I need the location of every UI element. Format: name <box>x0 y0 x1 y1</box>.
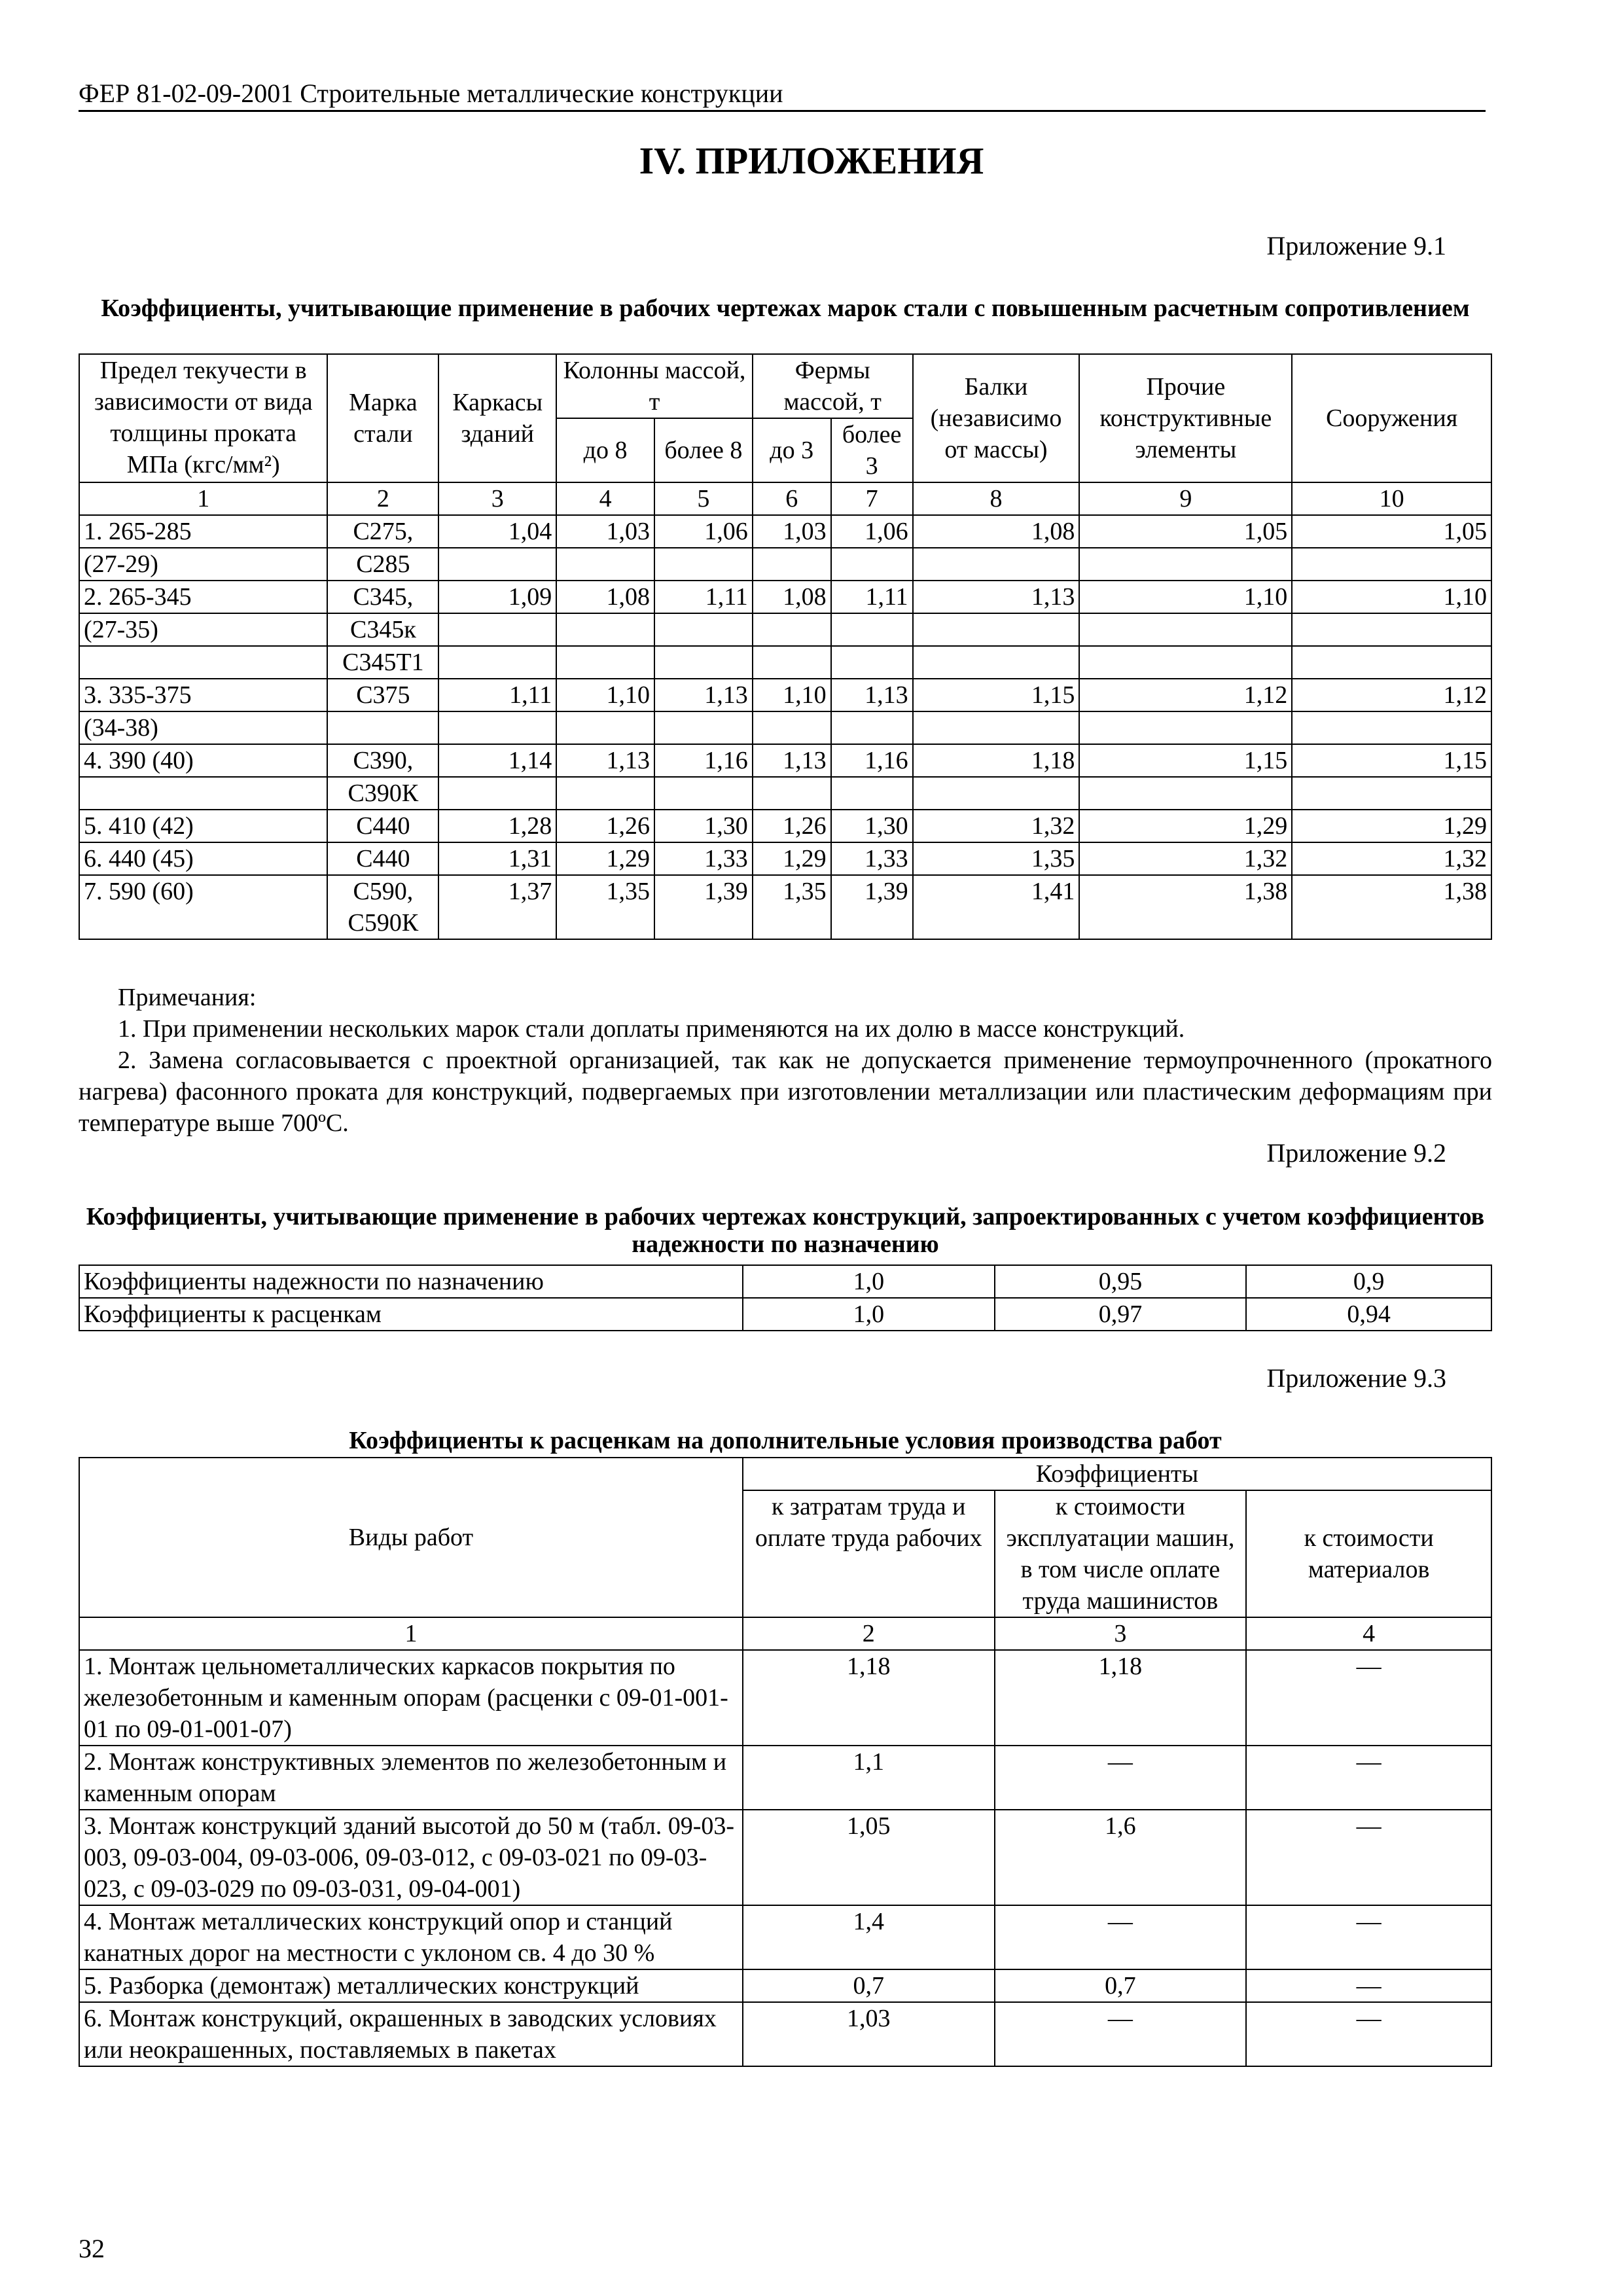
value-cell: 1,32 <box>1079 842 1292 875</box>
yield-cell: 5. 410 (42) <box>79 810 327 842</box>
notes-block <box>79 982 1492 1139</box>
value-cell <box>438 613 556 646</box>
value-cell: — <box>995 2002 1247 2066</box>
value-cell <box>753 548 831 581</box>
colnum: 10 <box>1292 482 1491 515</box>
value-cell <box>913 548 1080 581</box>
value-cell: 1,18 <box>743 1650 995 1746</box>
note-2: 2. Замена согласовывается с проектной организацией, так как не допускается применение термоупрочненного (прокатного нагрева) фасонного проката для конструкций, подвергаемых при изготовлении металлизации или пластическим деформациям при температуре выше 700ºС. <box>79 1047 1492 1137</box>
table-row <box>79 1298 1491 1331</box>
table-row <box>79 842 1491 875</box>
head-structures: Сооружения <box>1292 354 1491 482</box>
value-cell <box>438 777 556 810</box>
value-cell: 1,26 <box>753 810 831 842</box>
value-cell: 1,06 <box>654 515 753 548</box>
value-cell: 1,16 <box>831 744 913 777</box>
work-kind-cell: 3. Монтаж конструкций зданий высотой до 50 м (табл. 09-03-003, 09-03-004, 09-03-006, 09-03-012, с 09-03-021 по 09-03-023, с 09-03-029 по 09-03-031, 09-04-001) <box>79 1810 743 1905</box>
value-cell <box>753 711 831 744</box>
value-cell: 1,12 <box>1292 679 1491 711</box>
value-cell <box>1292 613 1491 646</box>
section-title: IV. ПРИЛОЖЕНИЯ <box>639 139 984 182</box>
value-cell: 0,9 <box>1246 1265 1491 1298</box>
value-cell: 1,29 <box>556 842 654 875</box>
yield-cell <box>79 777 327 810</box>
value-cell: 1,39 <box>654 875 753 939</box>
table-row <box>79 515 1491 548</box>
value-cell: 1,08 <box>913 515 1080 548</box>
work-kind-cell: 6. Монтаж конструкций, окрашенных в заводских условиях или неокрашенных, поставляемых в пакетах <box>79 2002 743 2066</box>
value-cell <box>1292 777 1491 810</box>
value-cell: 1,04 <box>438 515 556 548</box>
value-cell: — <box>995 1905 1247 1969</box>
value-cell <box>913 777 1080 810</box>
colnum: 9 <box>1079 482 1292 515</box>
grade-cell: С375 <box>327 679 438 711</box>
value-cell <box>654 711 753 744</box>
value-cell <box>913 646 1080 679</box>
table-row <box>79 548 1491 581</box>
table-row <box>79 1810 1491 1905</box>
colnum: 2 <box>327 482 438 515</box>
work-kind-cell: 4. Монтаж металлических конструкций опор и станций канатных дорог на местности с уклоном св. 4 до 30 % <box>79 1905 743 1969</box>
value-cell: 1,28 <box>438 810 556 842</box>
colnum: 1 <box>79 1617 743 1650</box>
grade-cell: С390К <box>327 777 438 810</box>
value-cell: 1,10 <box>753 679 831 711</box>
value-cell: 1,30 <box>654 810 753 842</box>
grade-cell: С345, <box>327 581 438 613</box>
value-cell: 0,97 <box>995 1298 1247 1331</box>
yield-cell: 3. 335-375 <box>79 679 327 711</box>
head-kinds: Виды работ <box>79 1458 743 1617</box>
colnum: 7 <box>831 482 913 515</box>
value-cell <box>556 646 654 679</box>
value-cell: 1,18 <box>995 1650 1247 1746</box>
additional-conditions-table <box>79 1457 1492 2067</box>
table-row <box>79 711 1491 744</box>
value-cell: 1,03 <box>753 515 831 548</box>
value-cell: 1,09 <box>438 581 556 613</box>
table-row <box>79 613 1491 646</box>
page-number: 32 <box>79 2234 105 2263</box>
column-number-row <box>79 1617 1491 1650</box>
appendix-9-1-label: Приложение 9.1 <box>1266 231 1446 260</box>
yield-cell: 1. 265-285 <box>79 515 327 548</box>
grade-cell: С390, <box>327 744 438 777</box>
head-yield: Предел текучести в зависимости от вида толщины проката МПа (кгс/мм²) <box>79 354 327 482</box>
value-cell <box>654 777 753 810</box>
yield-cell <box>79 646 327 679</box>
work-kind-cell: 1. Монтаж цельнометаллических каркасов покрытия по железобетонным и каменным опорам (расценки с 09-01-001-01 по 09-01-001-07) <box>79 1650 743 1746</box>
value-cell <box>831 646 913 679</box>
value-cell: 1,08 <box>753 581 831 613</box>
yield-cell: 7. 590 (60) <box>79 875 327 939</box>
value-cell: — <box>1246 1746 1491 1810</box>
value-cell <box>1292 548 1491 581</box>
colnum: 2 <box>743 1617 995 1650</box>
value-cell: 1,38 <box>1079 875 1292 939</box>
table-row <box>79 744 1491 777</box>
appendix-9-2-caption: Коэффициенты, учитывающие применение в рабочих чертежах конструкций, запроектированных с учетом коэффициентов надежности по назначению <box>86 1203 1485 1258</box>
value-cell: 1,31 <box>438 842 556 875</box>
head-machines: к стоимости эксплуатации машин, в том числе оплате труда машинистов <box>995 1490 1247 1617</box>
grade-cell: С440 <box>327 810 438 842</box>
value-cell: 1,13 <box>654 679 753 711</box>
value-cell: 1,06 <box>831 515 913 548</box>
grade-cell: С275, <box>327 515 438 548</box>
appendix-9-1-caption: Коэффициенты, учитывающие применение в рабочих чертежах марок стали с повышенным расчетным сопротивлением <box>101 295 1470 322</box>
value-cell: 1,18 <box>913 744 1080 777</box>
grade-cell <box>327 875 438 939</box>
value-cell <box>556 777 654 810</box>
value-cell: 1,38 <box>1292 875 1491 939</box>
notes-title: Примечания: <box>118 984 257 1011</box>
value-cell: 1,15 <box>1292 744 1491 777</box>
value-cell: 1,13 <box>556 744 654 777</box>
grade-cell: С285 <box>327 548 438 581</box>
value-cell: 1,15 <box>913 679 1080 711</box>
work-kind-cell: 2. Монтаж конструктивных элементов по железобетонным и каменным опорам <box>79 1746 743 1810</box>
yield-cell: 2. 265-345 <box>79 581 327 613</box>
table-row <box>79 1969 1491 2002</box>
value-cell: 1,03 <box>556 515 654 548</box>
value-cell: 1,12 <box>1079 679 1292 711</box>
value-cell: 1,13 <box>753 744 831 777</box>
table-row <box>79 581 1491 613</box>
steel-grade-coefficients-table <box>79 353 1492 940</box>
value-cell: 1,32 <box>1292 842 1491 875</box>
value-cell <box>753 646 831 679</box>
value-cell: 0,7 <box>995 1969 1247 2002</box>
value-cell <box>1292 711 1491 744</box>
value-cell: 1,4 <box>743 1905 995 1969</box>
value-cell: 1,35 <box>556 875 654 939</box>
work-kind-cell: 5. Разборка (демонтаж) металлических конструкций <box>79 1969 743 2002</box>
value-cell: — <box>1246 2002 1491 2066</box>
table-row <box>79 1746 1491 1810</box>
head-trusses: Фермы массой, т <box>753 354 913 418</box>
value-cell: 1,39 <box>831 875 913 939</box>
grade-line: С590К <box>348 909 419 937</box>
value-cell: 1,37 <box>438 875 556 939</box>
colnum: 6 <box>753 482 831 515</box>
value-cell: 1,05 <box>1079 515 1292 548</box>
value-cell: 0,7 <box>743 1969 995 2002</box>
colnum: 4 <box>1246 1617 1491 1650</box>
value-cell <box>654 548 753 581</box>
value-cell: 1,05 <box>743 1810 995 1905</box>
table-row <box>79 1265 1491 1298</box>
value-cell: 1,11 <box>654 581 753 613</box>
value-cell <box>438 646 556 679</box>
appendix-9-2-label: Приложение 9.2 <box>1266 1138 1446 1168</box>
yield-cell: 4. 390 (40) <box>79 744 327 777</box>
value-cell: 1,30 <box>831 810 913 842</box>
head-coeffs: Коэффициенты <box>743 1458 1491 1490</box>
grade-cell <box>327 711 438 744</box>
value-cell: 1,26 <box>556 810 654 842</box>
value-cell <box>831 711 913 744</box>
table-row <box>79 810 1491 842</box>
colnum: 3 <box>995 1617 1247 1650</box>
value-cell: 1,13 <box>913 581 1080 613</box>
yield-cell: 6. 440 (45) <box>79 842 327 875</box>
value-cell: 1,0 <box>743 1298 995 1331</box>
colnum: 3 <box>438 482 556 515</box>
value-cell <box>1079 613 1292 646</box>
value-cell: 1,1 <box>743 1746 995 1810</box>
value-cell: 1,29 <box>753 842 831 875</box>
table-row <box>79 679 1491 711</box>
value-cell <box>654 613 753 646</box>
yield-cell: (34-38) <box>79 711 327 744</box>
column-number-row <box>79 482 1491 515</box>
table-row <box>79 1905 1491 1969</box>
value-cell <box>556 613 654 646</box>
value-cell: 1,33 <box>831 842 913 875</box>
colnum: 4 <box>556 482 654 515</box>
value-cell: 1,33 <box>654 842 753 875</box>
appendix-9-3-label: Приложение 9.3 <box>1266 1363 1446 1393</box>
value-cell: — <box>1246 1650 1491 1746</box>
value-cell <box>438 548 556 581</box>
head-col-a: до 8 <box>556 418 654 482</box>
value-cell: 1,0 <box>743 1265 995 1298</box>
value-cell: 1,14 <box>438 744 556 777</box>
head-tr-a: до 3 <box>753 418 831 482</box>
table-row <box>79 777 1491 810</box>
value-cell <box>556 711 654 744</box>
colnum: 8 <box>913 482 1080 515</box>
yield-cell: (27-35) <box>79 613 327 646</box>
value-cell: — <box>1246 1969 1491 2002</box>
value-cell <box>753 777 831 810</box>
value-cell: 1,41 <box>913 875 1080 939</box>
coefficient-name-cell: Коэффициенты к расценкам <box>79 1298 743 1331</box>
value-cell: 1,13 <box>831 679 913 711</box>
reliability-coefficients-table <box>79 1265 1492 1331</box>
value-cell: 1,10 <box>556 679 654 711</box>
value-cell: 1,11 <box>831 581 913 613</box>
head-col-b: более 8 <box>654 418 753 482</box>
value-cell: 1,10 <box>1079 581 1292 613</box>
grade-cell: С440 <box>327 842 438 875</box>
value-cell: 1,16 <box>654 744 753 777</box>
note-1: 1. При применении нескольких марок стали доплаты применяются на их долю в массе конструкций. <box>118 1015 1185 1043</box>
head-labor: к затратам труда и оплате труда рабочих <box>743 1490 995 1617</box>
value-cell <box>753 613 831 646</box>
value-cell <box>831 777 913 810</box>
value-cell: 1,29 <box>1079 810 1292 842</box>
head-columns: Колонны массой, т <box>556 354 753 418</box>
value-cell: 1,32 <box>913 810 1080 842</box>
value-cell <box>1292 646 1491 679</box>
table-row <box>79 2002 1491 2066</box>
table-row <box>79 875 1491 939</box>
value-cell: 1,08 <box>556 581 654 613</box>
head-tr-b: более 3 <box>831 418 913 482</box>
head-frames: Каркасы зданий <box>438 354 556 482</box>
value-cell: — <box>1246 1810 1491 1905</box>
value-cell: 1,15 <box>1079 744 1292 777</box>
value-cell: 1,35 <box>753 875 831 939</box>
value-cell: 1,35 <box>913 842 1080 875</box>
colnum: 5 <box>654 482 753 515</box>
grade-line: С590, <box>353 878 414 905</box>
value-cell <box>831 613 913 646</box>
value-cell: 1,6 <box>995 1810 1247 1905</box>
coefficient-name-cell: Коэффициенты надежности по назначению <box>79 1265 743 1298</box>
running-header: ФЕР 81-02-09-2001 Строительные металлические конструкции <box>79 77 1486 112</box>
value-cell <box>1079 646 1292 679</box>
value-cell: — <box>995 1746 1247 1810</box>
value-cell <box>654 646 753 679</box>
value-cell: 0,95 <box>995 1265 1247 1298</box>
value-cell <box>1079 711 1292 744</box>
value-cell: — <box>1246 1905 1491 1969</box>
value-cell: 1,05 <box>1292 515 1491 548</box>
value-cell <box>831 548 913 581</box>
value-cell <box>1079 548 1292 581</box>
yield-cell: (27-29) <box>79 548 327 581</box>
value-cell <box>1079 777 1292 810</box>
table-row <box>79 646 1491 679</box>
value-cell: 0,94 <box>1246 1298 1491 1331</box>
value-cell <box>556 548 654 581</box>
value-cell: 1,03 <box>743 2002 995 2066</box>
value-cell <box>438 711 556 744</box>
grade-cell: С345Т1 <box>327 646 438 679</box>
value-cell: 1,29 <box>1292 810 1491 842</box>
table-row <box>79 1650 1491 1746</box>
head-other: Прочие конструктивные элементы <box>1079 354 1292 482</box>
value-cell <box>913 711 1080 744</box>
head-grade: Марка стали <box>327 354 438 482</box>
grade-cell: С345к <box>327 613 438 646</box>
colnum: 1 <box>79 482 327 515</box>
head-materials: к стоимости материалов <box>1246 1490 1491 1617</box>
value-cell: 1,11 <box>438 679 556 711</box>
value-cell <box>913 613 1080 646</box>
head-beams: Балки (независимо от массы) <box>913 354 1080 482</box>
appendix-9-3-caption: Коэффициенты к расценкам на дополнительные условия производства работ <box>349 1427 1222 1454</box>
value-cell: 1,10 <box>1292 581 1491 613</box>
